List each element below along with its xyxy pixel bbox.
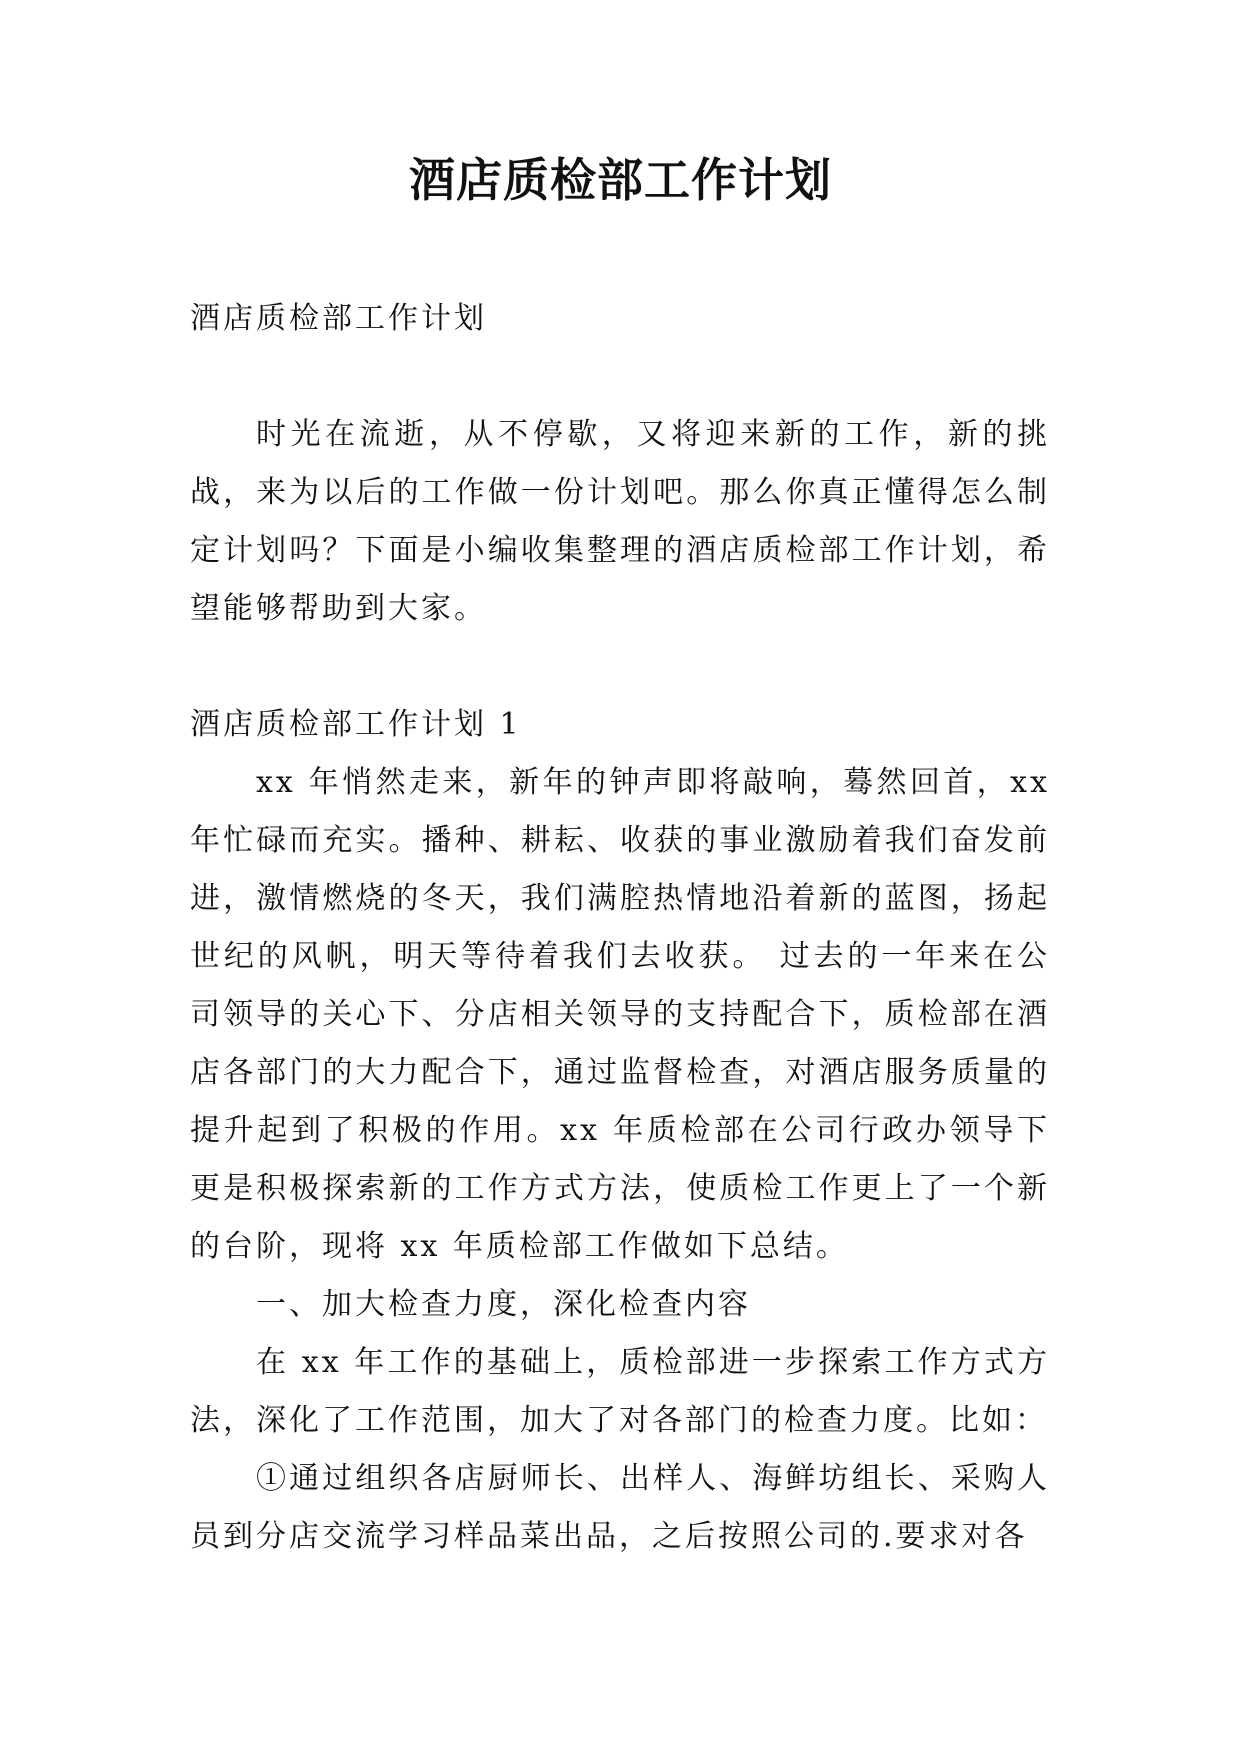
subtitle-paragraph: 酒店质检部工作计划	[190, 301, 487, 336]
document-body	[190, 290, 1050, 1566]
intro-paragraph: 时光在流逝，从不停歇，又将迎来新的工作，新的挑战，来为以后的工作做一份计划吧。那么你真正懂得怎么制定计划吗？下面是小编收集整理的酒店质检部工作计划，希望能够帮助到大家。	[190, 417, 1050, 626]
section-heading-1: 酒店质检部工作计划 1	[190, 707, 522, 742]
document-title: 酒店质检部工作计划	[409, 153, 832, 207]
body-paragraph-item-1: ①通过组织各店厨师长、出样人、海鲜坊组长、采购人员到分店交流学习样品菜出品，之后按照公司的.要求对各	[190, 1461, 1050, 1554]
body-paragraph-inspection: 在 xx 年工作的基础上，质检部进一步探索工作方式方法，深化了工作范围，加大了对各部门的检查力度。比如：	[190, 1345, 1050, 1438]
body-paragraph-summary: xx 年悄然走来，新年的钟声即将敲响，蓦然回首，xx 年忙碌而充实。播种、耕耘、收获的事业激励着我们奋发前进，激情燃烧的冬天，我们满腔热情地沿着新的蓝图，扬起世纪的风帆，明天等待着我们去收获。 过去的一年来在公司领导的关心下、分店相关领导的支持配合下，质检部在酒店各部门的大力配合下，通过监督检查，对酒店服务质量的提升起到了积极的作用。xx 年质检部在公司行政办领导下更是积极探索新的工作方式方法，使质检工作更上了一个新的台阶，现将 xx 年质检部工作做如下总结。	[190, 765, 1050, 1264]
section-subheading-1: 一、加大检查力度，深化检查内容	[256, 1287, 751, 1322]
